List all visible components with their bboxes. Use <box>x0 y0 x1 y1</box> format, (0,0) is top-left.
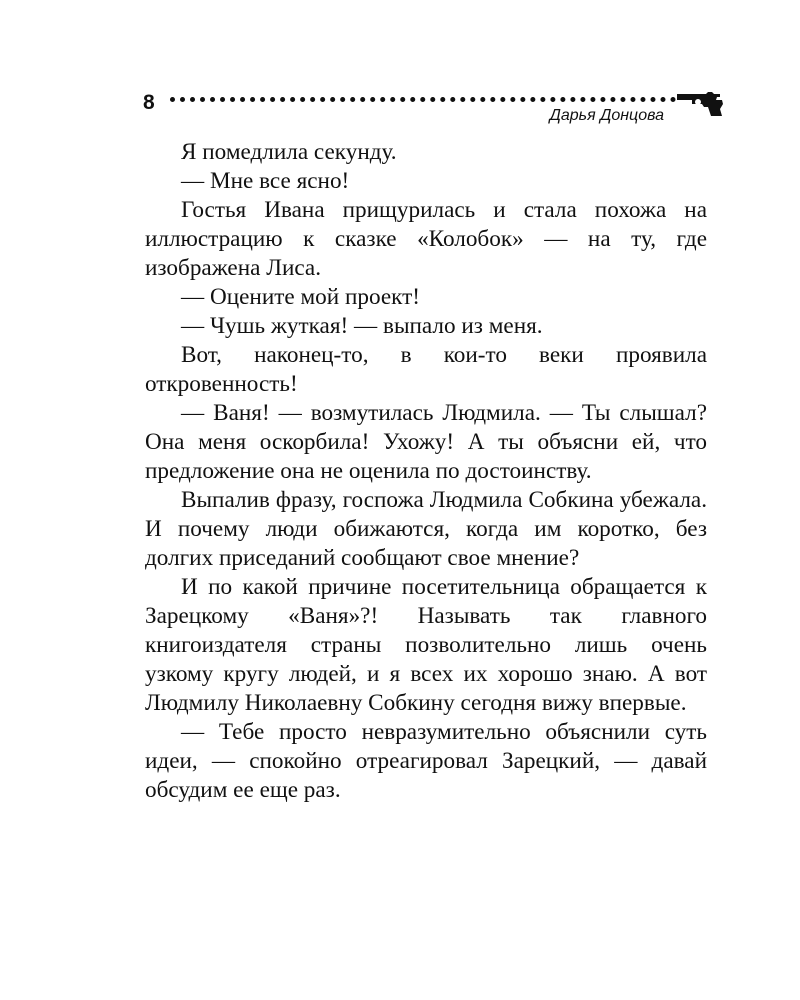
paragraph: Выпалив фразу, госпожа Людмила Собкина убежала. И почему люди обижаются, когда им коротко, без долгих приседаний сообщают свое мнение? <box>145 487 707 571</box>
paragraph: Я помедлила секунду. <box>181 139 397 165</box>
paragraph: — Ваня! — возмутилась Людмила. — Ты слышал? Она меня оскорбила! Ухожу! А ты объясни ей, что предложение она не оценила по достоинству. <box>145 400 707 484</box>
paragraph: — Мне все ясно! <box>181 168 350 194</box>
paragraph: — Чушь жуткая! — выпало из меня. <box>181 313 543 339</box>
paragraph: Вот, наконец-то, в кои-то веки проявила откровенность! <box>145 342 707 397</box>
paragraph: — Тебе просто невразумительно объяснили суть идеи, — спокойно отреагировал Зарецкий, — давай обсудим ее еще раз. <box>145 719 707 803</box>
page-number: 8 <box>143 91 155 114</box>
author-name: Дарья Донцова <box>549 107 664 124</box>
revolver-icon <box>676 91 724 117</box>
paragraph: И по какой причине посетительница обращается к Зарецкому «Ваня»?! Называть так главного книгоиздателя страны позволительно лишь очень узкому кругу людей, и я всех их хорошо знаю. А вот Людмилу Николаевну Собкину сегодня вижу впервые. <box>145 574 707 716</box>
paragraph: Гостья Ивана прищурилась и стала похожа на иллюстрацию к сказке «Колобок» — на ту, где изображена Лиса. <box>145 197 707 281</box>
paragraph: — Оцените мой проект! <box>181 284 420 310</box>
body-text <box>145 138 707 805</box>
header-dotted-rule <box>170 97 676 102</box>
